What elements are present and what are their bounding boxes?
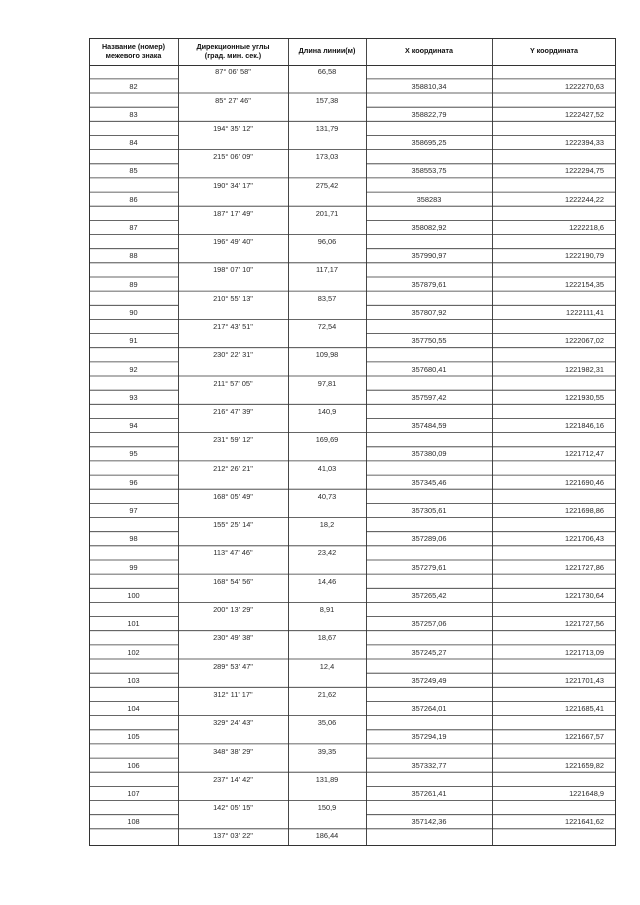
- direction-angle: 196° 49' 40": [213, 237, 253, 247]
- line-length: 131,89: [315, 774, 339, 784]
- line-length: 201,71: [315, 208, 339, 218]
- header-y-coordinate: [492, 38, 616, 65]
- x-coordinate: 357261,41: [411, 789, 447, 798]
- point-name: 88: [129, 251, 138, 261]
- direction-angle: 200° 13' 29": [213, 605, 253, 614]
- line-length: 14,46: [317, 576, 337, 586]
- y-coordinate-cell: [492, 789, 616, 799]
- y-coordinate: 1222154,35: [564, 279, 604, 289]
- point-name: 96: [129, 477, 138, 487]
- y-coordinate: 1222067,02: [564, 336, 604, 346]
- x-coordinate: 357380,09: [411, 449, 447, 459]
- direction-angle: 87° 06' 58": [215, 67, 251, 77]
- line-length: 23,42: [317, 548, 337, 558]
- header-line-length: [288, 38, 366, 65]
- point-name: 87: [129, 223, 138, 232]
- y-coordinate-cell: [492, 336, 616, 346]
- y-coordinate: 1221648,9: [569, 789, 604, 798]
- y-coordinate-cell: [492, 732, 616, 742]
- direction-angle: 168° 05' 49": [213, 491, 253, 501]
- line-length: 150,9: [317, 803, 337, 813]
- y-coordinate-cell: [492, 817, 616, 827]
- y-coordinate-cell: [492, 82, 616, 92]
- y-coordinate: 1222427,52: [564, 109, 604, 119]
- x-coordinate: 357264,01: [411, 704, 447, 714]
- y-coordinate: 1222190,79: [564, 251, 604, 261]
- y-coordinate-cell: [492, 676, 616, 686]
- y-coordinate: 1221690,46: [564, 477, 604, 487]
- y-coordinate-cell: [492, 449, 616, 459]
- x-coordinate: 358553,75: [411, 166, 447, 176]
- y-coordinate: 1222244,22: [564, 194, 604, 204]
- direction-angle: 230° 22' 31": [213, 350, 253, 360]
- line-length: 18,2: [319, 520, 335, 530]
- y-coordinate-cell: [492, 195, 616, 205]
- y-coordinate: 1222218,6: [569, 223, 604, 232]
- line-length: 140,9: [317, 406, 337, 416]
- y-coordinate-cell: [492, 365, 616, 375]
- point-name: 107: [127, 789, 140, 798]
- boundary-coordinates-table: [89, 38, 616, 846]
- x-coordinate: 357249,49: [411, 675, 447, 685]
- y-coordinate: 1221701,43: [564, 675, 604, 685]
- line-length: 66,58: [317, 67, 337, 77]
- y-coordinate: 1222394,33: [564, 138, 604, 148]
- x-coordinate: 357597,42: [411, 392, 447, 402]
- line-length: 21,62: [317, 689, 337, 699]
- line-length: 97,81: [317, 378, 337, 388]
- direction-angle: 348° 38' 29": [213, 746, 253, 756]
- header-direction-angle-line1: Дирекционные углы: [196, 42, 270, 51]
- x-coordinate: 358822,79: [411, 109, 447, 119]
- line-length: 169,69: [315, 435, 339, 445]
- line-length: 72,54: [317, 322, 337, 331]
- point-name: 104: [127, 704, 140, 714]
- direction-angle: 113° 47' 46": [213, 548, 253, 558]
- y-coordinate: 1221930,55: [564, 392, 604, 402]
- x-coordinate: 358082,92: [411, 223, 447, 232]
- x-coordinate: 357484,59: [411, 421, 447, 431]
- y-coordinate: 1221659,82: [564, 760, 604, 770]
- line-length: 18,67: [317, 633, 337, 643]
- direction-angle: 215° 06' 09": [213, 152, 253, 162]
- header-point-name: [89, 38, 178, 65]
- x-coordinate: 357332,77: [411, 760, 447, 770]
- x-coordinate: 358695,25: [411, 138, 447, 148]
- y-coordinate-cell: [492, 761, 616, 771]
- x-coordinate: 357294,19: [411, 732, 447, 742]
- line-length: 96,06: [317, 237, 337, 247]
- x-coordinate: 357305,61: [411, 506, 447, 515]
- point-name: 95: [129, 449, 138, 459]
- y-coordinate-cell: [492, 393, 616, 403]
- header-y-coordinate-text: Y координата: [530, 46, 578, 56]
- header-line-length-text: Длина линии(м): [298, 46, 356, 56]
- line-length: 40,73: [317, 491, 337, 501]
- x-coordinate: 357750,55: [411, 336, 447, 346]
- header-x-coordinate: [366, 38, 492, 65]
- y-coordinate-cell: [492, 591, 616, 601]
- x-coordinate: 357257,06: [411, 619, 447, 629]
- x-coordinate: 357990,97: [411, 251, 447, 261]
- x-coordinate: 357807,92: [411, 307, 447, 317]
- y-coordinate: 1221727,86: [564, 562, 604, 572]
- x-coordinate: 358810,34: [411, 81, 447, 91]
- y-coordinate: 1221846,16: [564, 421, 604, 431]
- y-coordinate-cell: [492, 648, 616, 658]
- y-coordinate-cell: [492, 619, 616, 629]
- point-name: 101: [127, 619, 140, 629]
- direction-angle: 216° 47' 39": [213, 406, 253, 416]
- line-length: 131,79: [315, 123, 339, 133]
- y-coordinate-cell: [492, 563, 616, 573]
- x-coordinate: 357289,06: [411, 534, 447, 544]
- y-coordinate-cell: [492, 138, 616, 148]
- y-coordinate-cell: [492, 506, 616, 516]
- direction-angle: 155° 25' 14": [213, 520, 253, 530]
- point-name: 99: [129, 562, 138, 572]
- y-coordinate: 1221727,56: [564, 619, 604, 629]
- line-length: 157,38: [315, 95, 339, 105]
- direction-angle: 187° 17' 49": [213, 208, 253, 218]
- x-coordinate: 357279,61: [411, 562, 447, 572]
- header-point-name-line2: межевого знака: [105, 50, 162, 60]
- header-direction-angle: [178, 38, 288, 65]
- header-point-name-line1: Название (номер): [101, 42, 166, 51]
- point-name: 91: [129, 336, 138, 346]
- direction-angle: 198° 07' 10": [213, 265, 253, 275]
- y-coordinate: 1221730,64: [564, 590, 604, 600]
- y-coordinate: 1222111,41: [566, 307, 604, 317]
- x-coordinate: 357245,27: [411, 647, 447, 657]
- point-name: 105: [127, 732, 140, 742]
- y-coordinate: 1221667,57: [564, 732, 604, 742]
- point-name: 86: [129, 194, 138, 204]
- line-length: 117,17: [315, 265, 339, 275]
- direction-angle: 237° 14' 42": [213, 774, 253, 784]
- point-name: 94: [129, 421, 138, 431]
- y-coordinate: 1221713,09: [564, 647, 604, 657]
- y-coordinate: 1221685,41: [564, 704, 604, 714]
- y-coordinate-cell: [492, 534, 616, 544]
- y-coordinate-cell: [492, 308, 616, 318]
- x-coordinate: 357142,36: [411, 817, 447, 827]
- line-length: 41,03: [317, 463, 337, 473]
- point-name: 90: [129, 307, 138, 317]
- y-coordinate: 1221706,43: [564, 534, 604, 544]
- line-length: 8,91: [319, 605, 335, 614]
- x-coordinate: 357345,46: [411, 477, 447, 487]
- direction-angle: 211° 57' 05": [213, 378, 253, 388]
- direction-angle: 210° 55' 13": [213, 293, 253, 303]
- line-length: 109,98: [315, 350, 339, 360]
- direction-angle: 85° 27' 46": [215, 95, 251, 105]
- line-length: 83,57: [317, 293, 337, 303]
- y-coordinate: 1221712,47: [564, 449, 604, 459]
- y-coordinate-cell: [492, 110, 616, 120]
- line-length: 35,06: [317, 718, 337, 728]
- direction-angle: 168° 54' 56": [213, 576, 253, 586]
- point-name: 103: [127, 675, 140, 685]
- point-name: 102: [127, 647, 140, 657]
- y-coordinate-cell: [492, 251, 616, 261]
- point-name: 100: [127, 590, 140, 600]
- direction-angle: 137° 03' 22": [213, 831, 253, 841]
- y-coordinate-cell: [492, 704, 616, 714]
- x-coordinate: 357680,41: [411, 364, 447, 374]
- direction-angle: 329° 24' 43": [213, 718, 253, 728]
- direction-angle: 190° 34' 17": [213, 180, 253, 190]
- point-name: 106: [127, 760, 140, 770]
- line-length: 173,03: [315, 152, 339, 162]
- point-name: 85: [129, 166, 138, 176]
- direction-angle: 289° 53' 47": [213, 661, 253, 671]
- direction-angle: 142° 05' 15": [213, 803, 253, 813]
- direction-angle: 194° 35' 12": [213, 123, 253, 133]
- y-coordinate-cell: [492, 280, 616, 290]
- y-coordinate-cell: [492, 421, 616, 431]
- line-length: 275,42: [315, 180, 339, 190]
- y-coordinate: 1222294,75: [564, 166, 604, 176]
- line-length: 39,35: [317, 746, 337, 756]
- y-coordinate-cell: [492, 223, 616, 233]
- point-name: 89: [129, 279, 138, 289]
- y-coordinate: 1221698,86: [564, 506, 604, 515]
- point-name: 83: [129, 109, 138, 119]
- point-name: 92: [129, 364, 138, 374]
- y-coordinate-cell: [492, 478, 616, 488]
- x-coordinate: 358283: [416, 194, 442, 204]
- direction-angle: 312° 11' 17": [213, 689, 253, 699]
- point-name: 84: [129, 138, 138, 148]
- point-name: 93: [129, 392, 138, 402]
- y-coordinate: 1221982,31: [564, 364, 604, 374]
- line-length: 12,4: [319, 661, 335, 671]
- point-name: 97: [129, 506, 138, 515]
- direction-angle: 217° 43' 51": [213, 322, 253, 331]
- direction-angle: 212° 26' 21": [213, 463, 253, 473]
- y-coordinate-cell: [492, 166, 616, 176]
- x-coordinate: 357265,42: [411, 590, 447, 600]
- direction-angle: 230° 49' 38": [213, 633, 253, 643]
- y-coordinate: 1221641,62: [564, 817, 604, 827]
- x-coordinate: 357879,61: [411, 279, 447, 289]
- header-direction-angle-line2: (град. мин. сек.): [204, 50, 262, 60]
- line-length: 186,44: [315, 831, 339, 841]
- direction-angle: 231° 59' 12": [213, 435, 253, 445]
- point-name: 98: [129, 534, 138, 544]
- y-coordinate: 1222270,63: [564, 81, 604, 91]
- header-x-coordinate-text: X координата: [404, 46, 454, 56]
- point-name: 108: [127, 817, 140, 827]
- point-name: 82: [129, 81, 138, 91]
